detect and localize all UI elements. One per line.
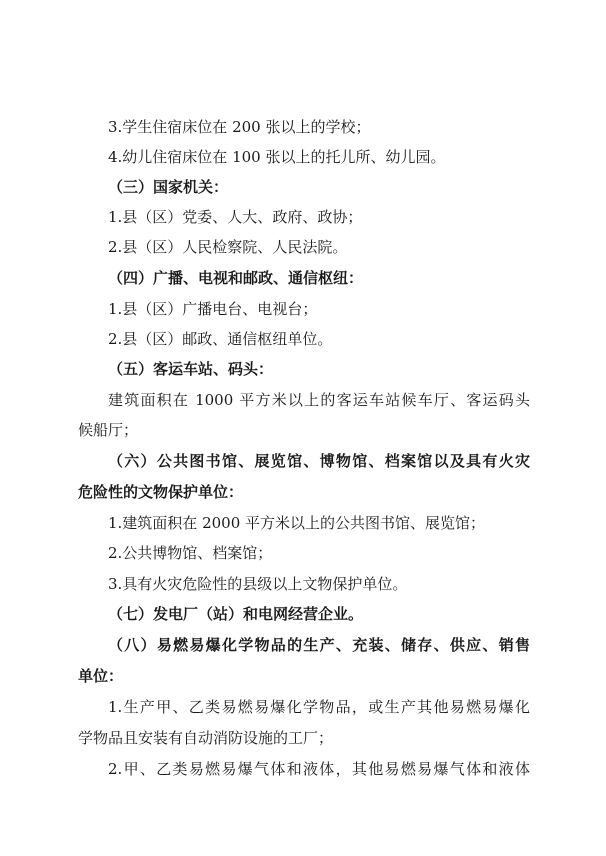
section-heading-state-agencies: （三）国家机关：	[108, 178, 229, 196]
section-heading-broadcasting: （四）广播、电视和邮政、通信枢纽：	[108, 269, 364, 287]
section-heading-hazardous-chemicals-cont: 单位：	[78, 667, 124, 685]
text-line-party-committee: 1.县（区）党委、人大、政府、政协；	[108, 208, 363, 226]
section-heading-libraries: （六）公共图书馆、展览馆、博物馆、档案馆以及具有火灾	[108, 452, 530, 470]
text-line-radio-tv: 1.县（区）广播电台、电视台；	[108, 300, 318, 318]
text-line-postal-hub: 2.县（区）邮政、通信枢纽单位。	[108, 330, 333, 348]
section-heading-transport: （五）客运车站、码头：	[108, 360, 274, 378]
text-line-flammable-gas-liquid: 2.甲、乙类易燃易爆气体和液体，其他易燃易爆气体和液体	[108, 760, 530, 778]
section-heading-libraries-cont: 危险性的文物保护单位：	[78, 483, 244, 501]
text-line-waiting-hall: 建筑面积在 1000 平方米以上的客运车站候车厅、客运码头	[108, 391, 530, 409]
text-line-kindergarten-beds: 4.幼儿住宿床位在 100 张以上的托儿所、幼儿园。	[108, 148, 446, 166]
section-heading-hazardous-chemicals: （八）易燃易爆化学物品的生产、充装、储存、供应、销售	[108, 636, 530, 654]
text-line-cultural-relics: 3.具有火灾危险性的县级以上文物保护单位。	[108, 575, 408, 593]
text-line-procuratorate-court: 2.县（区）人民检察院、人民法院。	[108, 238, 348, 256]
text-line-school-beds: 3.学生住宿床位在 200 张以上的学校；	[108, 118, 371, 136]
text-line-museum-archive: 2.公共博物馆、档案馆；	[108, 544, 273, 562]
section-heading-power-plants: （七）发电厂（站）和电网经营企业。	[108, 605, 364, 623]
text-line-production-class-ab: 1.生产甲、乙类易燃易爆化学物品，或生产其他易燃易爆化	[108, 698, 530, 716]
text-line-production-class-ab-cont: 学物品且安装有自动消防设施的工厂；	[78, 729, 334, 747]
text-line-waiting-hall-cont: 候船厅；	[78, 421, 139, 439]
text-line-library-area: 1.建筑面积在 2000 平方米以上的公共图书馆、展览馆；	[108, 514, 486, 532]
